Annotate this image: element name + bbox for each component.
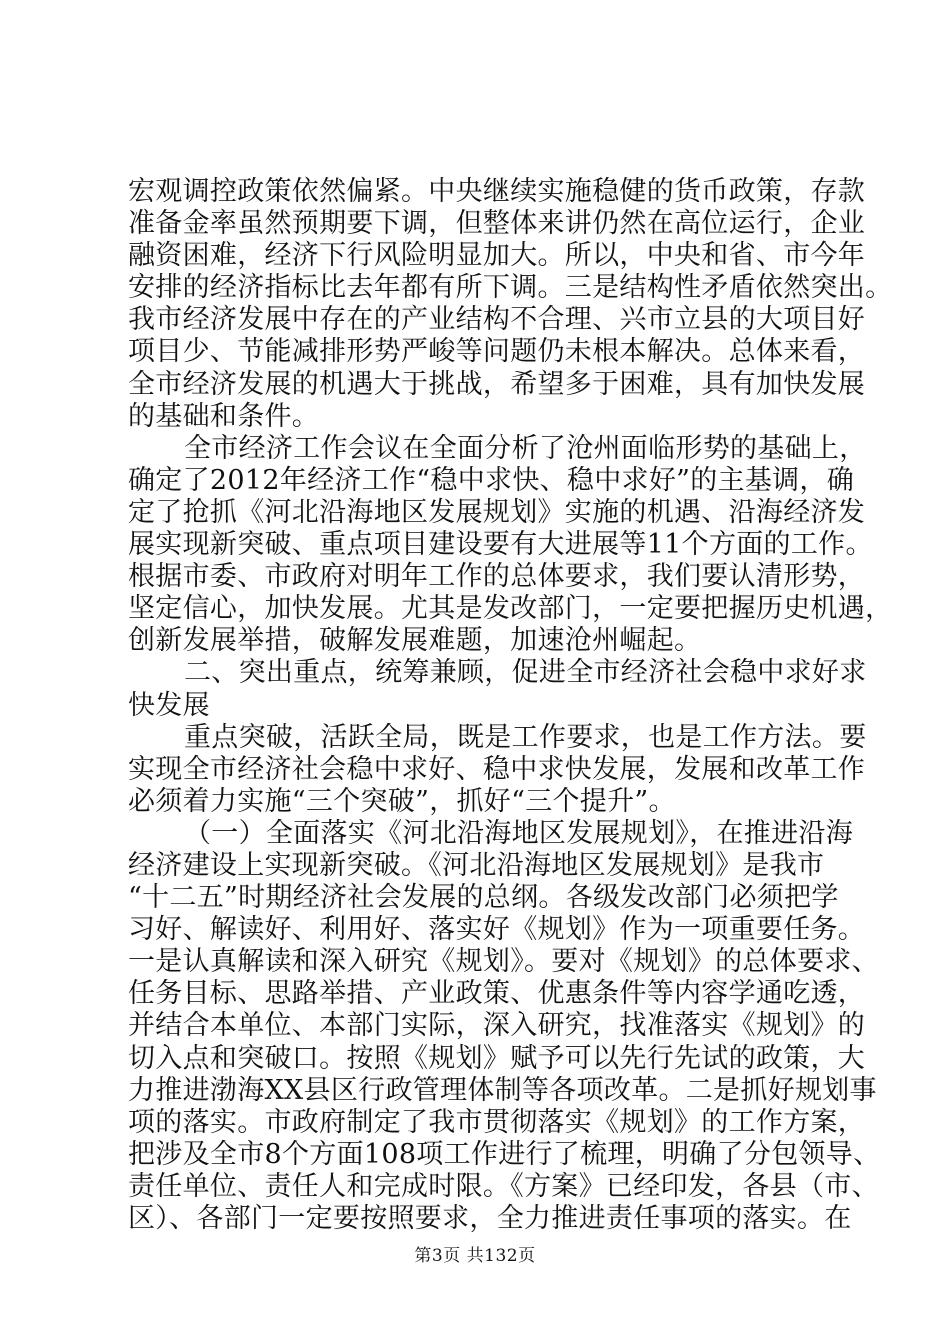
text-line: 责任单位、责任人和完成时限。《方案》已经印发，各县（市、 — [128, 1170, 879, 1202]
text-line: 任务目标、思路举措、产业政策、优惠条件等内容学通吃透， — [128, 978, 866, 1010]
text-line: 坚定信心，加快发展。尤其是发改部门，一定要把握历史机遇， — [128, 593, 893, 625]
text-line: 的基础和条件。 — [128, 400, 320, 432]
text-line: 力推进渤海XX县区行政管理体制等各项改革。二是抓好规划事 — [128, 1074, 877, 1106]
text-line: 全市经济发展的机遇大于挑战，希望多于困难，具有加快发展 — [128, 368, 866, 400]
text-line: 切入点和突破口。按照《规划》赋予可以先行先试的政策，大 — [128, 1042, 866, 1074]
text-line: 我市经济发展中存在的产业结构不合理、兴市立县的大项目好 — [128, 304, 866, 336]
text-line: 项的落实。市政府制定了我市贯彻落实《规划》的工作方案， — [128, 1106, 866, 1138]
text-line: 根据市委、市政府对明年工作的总体要求，我们要认清形势， — [128, 561, 866, 593]
text-line: 重点突破，活跃全局，既是工作要求，也是工作方法。要 — [184, 721, 867, 753]
text-line: 一是认真解读和深入研究《规划》。要对《规划》的总体要求、 — [128, 946, 879, 978]
text-line: 确定了2012年经济工作“稳中求快、稳中求好”的主基调，确 — [128, 464, 855, 496]
text-line: 展实现新突破、重点项目建设要有大进展等11个方面的工作。 — [128, 529, 873, 561]
text-line: 经济建设上实现新突破。《河北沿海地区发展规划》是我市 — [128, 849, 825, 881]
text-line: 创新发展举措，破解发展难题，加速沧州崛起。 — [128, 625, 702, 657]
text-line: 把涉及全市8个方面108项工作进行了梳理，明确了分包领导、 — [128, 1138, 881, 1170]
text-line: 实现全市经济社会稳中求好、稳中求快发展，发展和改革工作 — [128, 753, 866, 785]
text-line: 习好、解读好、利用好、落实好《规划》作为一项重要任务。 — [128, 914, 866, 946]
text-line: 必须着力实施“三个突破”，抓好“三个提升”。 — [128, 785, 676, 817]
text-line: 项目少、节能减排形势严峻等问题仍未根本解决。总体来看， — [128, 336, 866, 368]
text-line: 融资困难，经济下行风险明显加大。所以，中央和省、市今年 — [128, 240, 866, 272]
text-line: 宏观调控政策依然偏紧。中央继续实施稳健的货币政策，存款 — [128, 176, 866, 207]
text-line: 定了抢抓《河北沿海地区发展规划》实施的机遇、沿海经济发 — [128, 496, 866, 528]
text-line: 准备金率虽然预期要下调，但整体来讲仍然在高位运行，企业 — [128, 208, 866, 240]
text-line: （一）全面落实《河北沿海地区发展规划》，在推进沿海 — [184, 817, 853, 849]
document-body — [128, 176, 893, 1235]
text-line: 区）、各部门一定要按照要求，全力推进责任事项的落实。在 — [128, 1203, 852, 1234]
text-line: 二、突出重点，统筹兼顾，促进全市经济社会稳中求好求 — [184, 657, 867, 689]
text-line: 并结合本单位、本部门实际，深入研究，找准落实《规划》的 — [128, 1010, 866, 1042]
text-line: “十二五”时期经济社会发展的总纲。各级发改部门必须把学 — [128, 882, 839, 914]
text-line: 快发展 — [128, 689, 210, 721]
page-footer: 第3页 共132页 — [414, 1246, 536, 1266]
text-line: 全市经济工作会议在全面分析了沧州面临形势的基础上， — [184, 432, 867, 464]
text-line: 安排的经济指标比去年都有所下调。三是结构性矛盾依然突出。 — [128, 272, 893, 304]
